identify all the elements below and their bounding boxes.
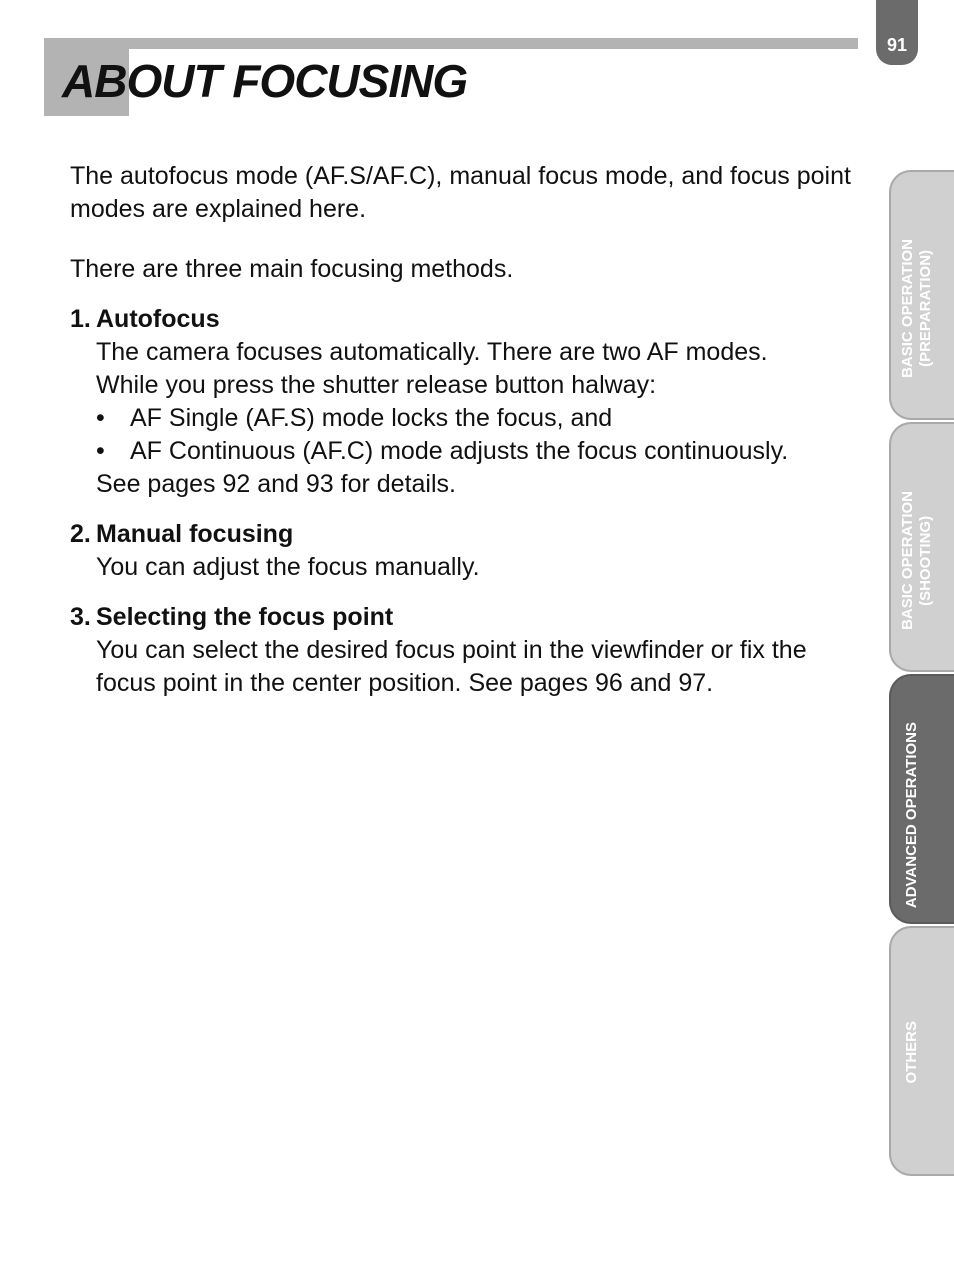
section-title: Manual focusing (96, 520, 294, 548)
side-tab-basic-shooting[interactable] (889, 422, 954, 672)
bullet-item (96, 435, 860, 468)
section-body (70, 551, 860, 584)
section-autofocus (70, 303, 860, 501)
side-tab-label: OTHERS (903, 1021, 920, 1084)
side-tab-label: BASIC OPERATION (SHOOTING) (899, 491, 934, 630)
section-line: The camera focuses automatically. There are two AF modes. (96, 338, 768, 366)
section-body (70, 634, 860, 700)
title-bar (44, 38, 858, 49)
section-heading (70, 518, 860, 551)
side-tab-advanced-operations[interactable] (889, 674, 954, 924)
section-heading (70, 303, 860, 336)
intro-paragraph: The autofocus mode (AF.S/AF.C), manual focus mode, and focus point modes are explained here. (70, 162, 851, 223)
section-title: Selecting the focus point (96, 603, 394, 631)
page-title: ABOUT FOCUSING (62, 55, 468, 107)
section-manual-focusing (70, 518, 860, 584)
section-number: 3. (70, 603, 91, 631)
side-tab-label: ADVANCED OPERATIONS (903, 721, 920, 908)
section-body (70, 336, 860, 501)
bullet-icon: • (96, 437, 105, 465)
content (70, 160, 860, 717)
bullet-text: AF Single (AF.S) mode locks the focus, and (130, 404, 613, 432)
side-tab-basic-preparation[interactable] (889, 170, 954, 420)
section-title: Autofocus (96, 305, 220, 333)
section-number: 1. (70, 305, 91, 333)
side-tab-label: BASIC OPERATION (PREPARATION) (899, 239, 934, 378)
page-number: 91 (886, 35, 908, 55)
side-tab-others[interactable] (889, 926, 954, 1176)
section-heading (70, 601, 860, 634)
page-number-tab (876, 0, 918, 65)
section-text: You can adjust the focus manually. (96, 553, 480, 581)
section-number: 2. (70, 520, 91, 548)
bullet-text: AF Continuous (AF.C) mode adjusts the focus continuously. (130, 437, 789, 465)
section-focus-point (70, 601, 860, 700)
methods-intro: There are three main focusing methods. (70, 255, 514, 283)
bullet-icon: • (96, 404, 105, 432)
bullet-item (96, 402, 860, 435)
section-line: See pages 92 and 93 for details. (96, 470, 456, 498)
section-line: While you press the shutter release button halway: (96, 371, 657, 399)
section-text: You can select the desired focus point in the viewfinder or fix the focus point in the center position. See pages 96 and 97. (96, 636, 807, 697)
